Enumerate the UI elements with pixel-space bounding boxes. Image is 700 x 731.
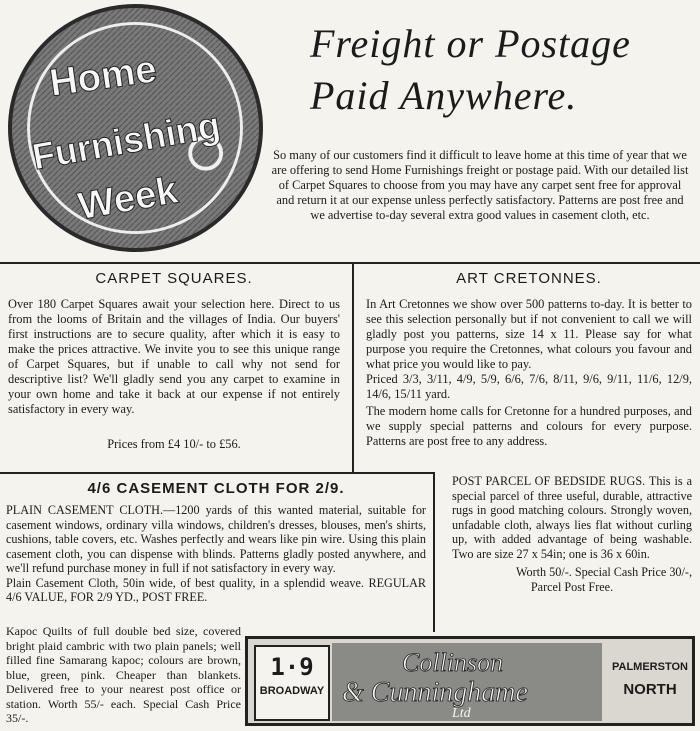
address-number: 1·9 xyxy=(270,653,314,681)
bedside-rugs-section xyxy=(452,474,692,595)
casement-body: PLAIN CASEMENT CLOTH.—1200 yards of this wanted material, suitable for casement windows, ordinary villa windows, children's dresses, blouses, men's shirts, cushions, table covers, etc. Washes perfectly and wears like pin wire. Using this plain casement cloth, you can dispense with blinds. Patterns gladly posted anywhere, and we'll refund purchase money in full if not satisfactory in every way. xyxy=(6,503,426,575)
store-name-line-2: & Cunninghame xyxy=(342,677,528,708)
cretonnes-body-2: The modern home calls for Cretonne for a hundred purposes, and we supply special patterns and colours for every purpose. Patterns are post free to any address. xyxy=(366,404,692,448)
store-name-wordmark xyxy=(332,643,602,721)
kapoc-quilts-section: Kapoc Quilts of full double bed size, covered bright plaid cambric with two plain panels; well filled fine Samarang kapoc; colours are brown, blue, green, pink. Cheaper than blankets. Delivered free to your nearest post office or station. Worth 55/- each. Special Cash Price 35/-. xyxy=(6,624,241,725)
address-block xyxy=(254,645,330,721)
carpet-body: Over 180 Carpet Squares await your selection here. Direct to us from the looms of Britain and the villages of India. Our buyers' first instructions are to secure quality, after which it is easy to make the prices attractive. We invite you to see this unique range of Carpet Squares, but if unable to call why not send for descriptive list? We'll gladly send you any carpet to examine in your own home and take it back at our expense if not entirely satisfactory in every way. xyxy=(8,297,340,416)
cretonnes-title: ART CRETONNES. xyxy=(456,270,602,287)
rugs-price: Worth 50/-. Special Cash Price 30/-, xyxy=(515,565,692,579)
headline-line-1: Freight or Postage xyxy=(310,21,631,66)
art-cretonnes-section xyxy=(366,270,692,449)
town-line-1: PALMERSTON xyxy=(612,661,688,673)
emblem-graphic xyxy=(12,8,259,248)
town-block xyxy=(610,647,690,717)
carpet-prices: Prices from £4 10/- to £56. xyxy=(107,437,241,451)
headline-line-2: Paid Anywhere. xyxy=(310,73,578,118)
cretonnes-prices: Priced 3/3, 3/11, 4/9, 5/9, 6/6, 7/6, 8/11, 9/6, 9/11, 11/6, 12/9, 14/6, 15/11 yard. xyxy=(366,372,692,401)
rugs-body: POST PARCEL OF BEDSIDE RUGS. This is a special parcel of three useful, durable, attractive rugs in good matching colours. Strongly woven, unfadable cloth, always lies flat without curling up, with added advantage of being washable. Two are size 27 x 54in; one is 36 x 60in. xyxy=(452,474,692,561)
home-furnishing-week-emblem xyxy=(8,4,263,252)
divider-rugs xyxy=(433,472,435,632)
casement-title: 4/6 CASEMENT CLOTH FOR 2/9. xyxy=(87,480,345,497)
carpet-title: CARPET SQUARES. xyxy=(95,270,253,287)
town-line-2: NORTH xyxy=(623,681,677,698)
casement-offer: Plain Casement Cloth, 50in wide, of best quality, in a splendid weave. REGULAR 4/6 VALUE, FOR 2/9 YD., POST FREE. xyxy=(6,575,426,604)
divider-casement xyxy=(0,472,433,474)
emblem-line-1: Home xyxy=(46,47,160,106)
rugs-note: Parcel Post Free. xyxy=(530,580,614,594)
store-name-line-1: Collinson xyxy=(402,648,504,677)
address-street: BROADWAY xyxy=(259,685,325,697)
emblem-line-2: Furnishing xyxy=(29,104,224,178)
divider-top xyxy=(0,262,700,264)
emblem-line-3: Week xyxy=(74,168,182,229)
casement-cloth-section xyxy=(6,480,426,605)
carpet-squares-section xyxy=(8,270,340,452)
store-logo-banner xyxy=(245,636,695,726)
intro-paragraph: So many of our customers find it difficult to leave home at this time of year that we are offering to send Home Furnishings freight or postage paid. With our detailed list of Carpet Squares to choose from you may have any carpet sent free for approval and return it at our expense unless perfectly satisfactory. Patterns are post free and we advertise to-day several extra good values in casement cloth, etc. xyxy=(271,148,689,222)
store-name-line-3: Ltd xyxy=(452,706,471,721)
divider-middle xyxy=(352,262,354,472)
cretonnes-body: In Art Cretonnes we show over 500 patterns to-day. It is better to see this selection personally but if not convenient to call we will gladly post you patterns, size 14 x 11. Please say for what purpose you require the Cretonnes, what colours you favour and what price you would like to pay. xyxy=(366,297,692,371)
headline xyxy=(310,18,631,122)
